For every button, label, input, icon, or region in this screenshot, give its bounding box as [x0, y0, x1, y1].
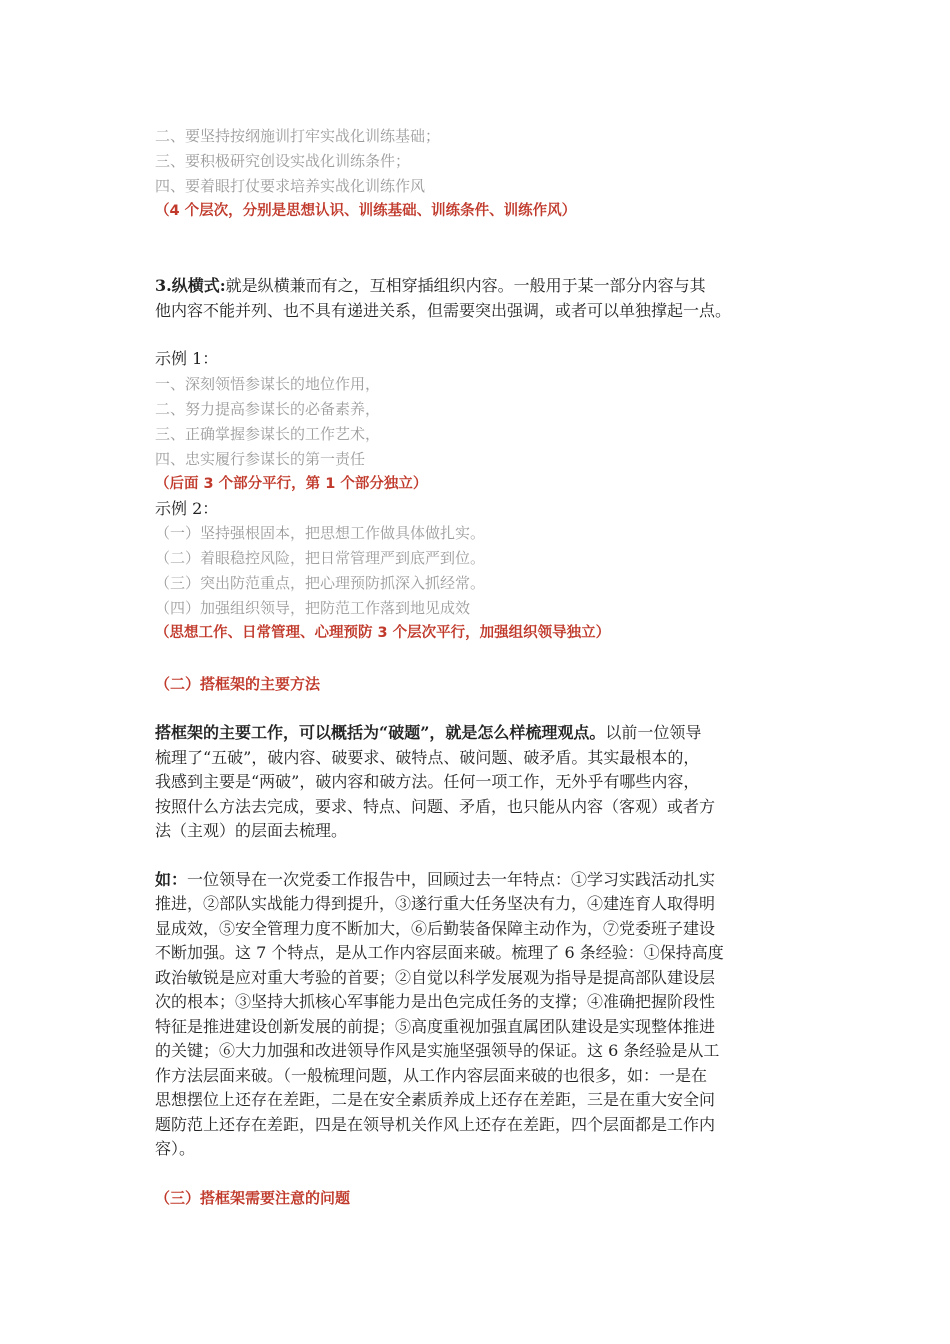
example-paragraph: 如：一位领导在一次党委工作报告中，回顾过去一年特点：①学习实践活动扎实 推进，②部队实战能力得到提升，③遂行重大任务坚决有力，④建连育人取得明 显成效，⑤安全管理力度不断加大，⑥后勤装备保障主动作为，⑦党委班子建设 不断加强。这 7 个特点，是从工作内容层面来破。梳理了 6 条经验：①保持高度 政治敏锐是应对重大考验的首要；②自觉以科学发展观为指导是提高部队建设层 次的根本；③坚持大抓核心军事能力是出色完成任务的支撑；④准确把握阶段性 特征是推进建设创新发展的前提；⑤高度重视加强直属团队建设是实现整体推进 的关键；⑥大力加强和改进领导作风是实施坚强领导的保证。这 6 条经验是从工 作方法层面来破。（一般梳理问题，从工作内容层面来破的也很多，如：一是在 思想摆位上还存在差距，二是在安全素质养成上还存在差距，三是在重大安全问 题防范上还存在差距，四是在领导机关作风上还存在差距，四个层面都是工作内 容）。: [155, 869, 724, 1158]
list-item: 四、要着眼打仗要求培养实战化训练作风: [155, 177, 426, 195]
list-item: 一、深刻领悟参谋长的地位作用，: [155, 374, 381, 393]
list-item: 三、正确掌握参谋长的工作艺术，: [155, 424, 381, 443]
list-item: （四）加强组织领导，把防范工作落到地见成效: [155, 599, 471, 617]
annotation-note: （4 个层次，分别是思想认识、训练基础、训练条件、训练作风）: [155, 203, 577, 219]
list-item: 四、忠实履行参谋长的第一责任: [155, 449, 366, 468]
list-item: （三）突出防范重点，把心理预防抓深入抓经常。: [155, 574, 486, 592]
list-item: （一）坚持强根固本，把思想工作做具体做扎实。: [155, 524, 486, 542]
method-paragraph: 搭框架的主要工作，可以概括为“破题”，就是怎么样梳理观点。以前一位领导 梳理了“五破”，破内容、破要求、破特点、破问题、破矛盾。其实最根本的， 我感到主要是“两破”，破内容和破方法。任何一项工作，无外乎有哪些内容， 按照什么方法去完成，要求、特点、问题、矛盾，也只能从内容（客观）或者方 法（主观）的层面去梳理。: [155, 723, 716, 840]
list-item: 三、要积极研究创设实战化训练条件；: [155, 152, 411, 170]
crosswise-label: 3.纵横式:: [155, 276, 226, 295]
document-content: [155, 124, 815, 1211]
section-heading: （二）搭框架的主要方法: [155, 675, 321, 693]
list-item: 二、要坚持按纲施训打牢实战化训练基础；: [155, 127, 441, 145]
example-title: 示例 2：: [155, 498, 219, 518]
list-item: 二、努力提高参谋长的必备素养，: [155, 399, 381, 418]
crosswise-paragraph: 3.纵横式:就是纵横兼而有之，互相穿插组织内容。一般用于某一部分内容与其 他内容不能并列、也不具有递进关系，但需要突出强调，或者可以单独撑起一点。: [155, 276, 732, 320]
list-item: （二）着眼稳控风险，把日常管理严到底严到位。: [155, 549, 486, 567]
bold-lead: 如：: [155, 869, 188, 889]
annotation-note: （后面 3 个部分平行，第 1 个部分独立）: [155, 475, 428, 492]
section-heading: （三）搭框架需要注意的问题: [155, 1188, 351, 1207]
example-title: 示例 1：: [155, 349, 219, 368]
annotation-note: （思想工作、日常管理、心理预防 3 个层次平行，加强组织领导独立）: [155, 625, 611, 641]
bold-lead: 搭框架的主要工作，可以概括为“破题”，就是怎么样梳理观点。: [155, 723, 606, 742]
